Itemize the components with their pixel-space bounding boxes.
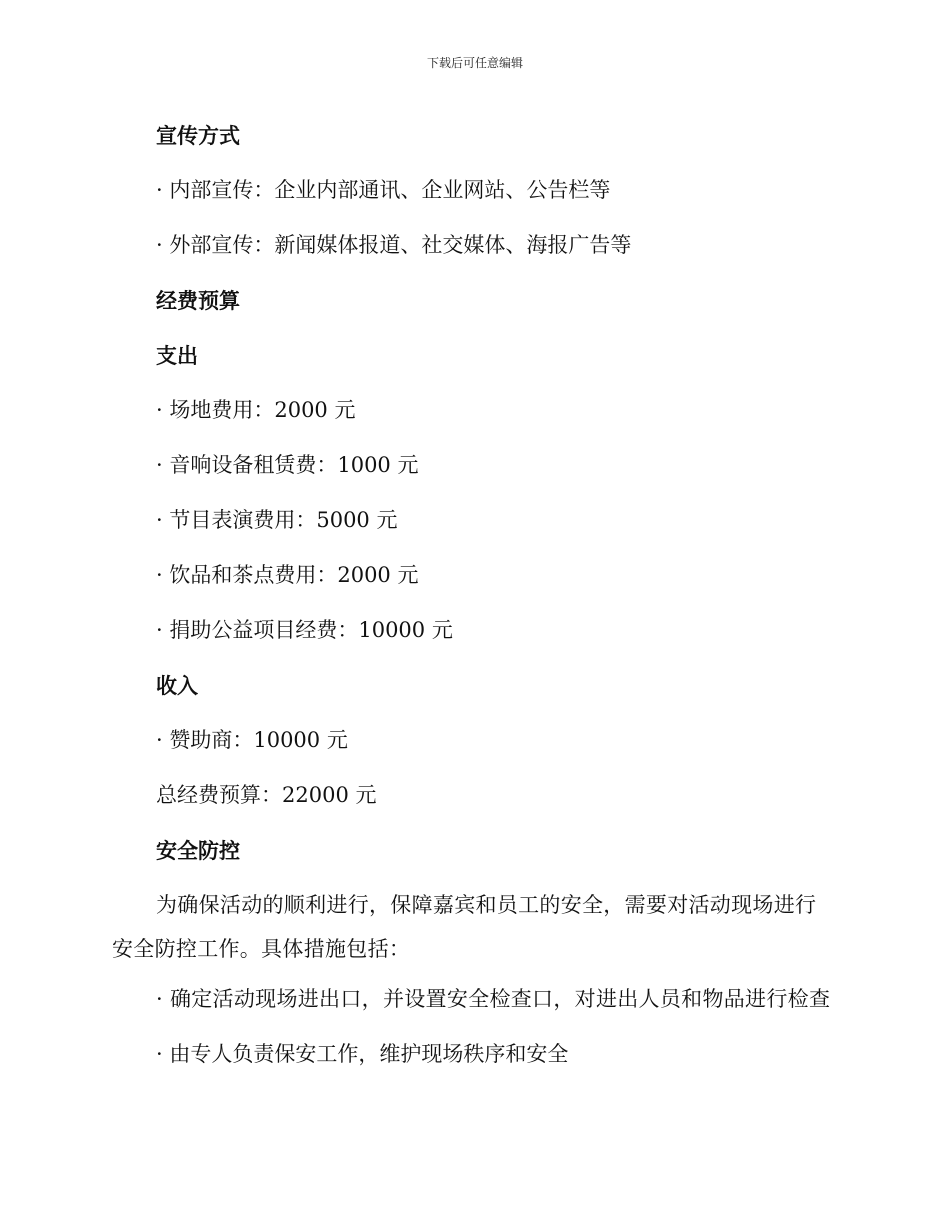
expense-item-charity: · 捐助公益项目经费：10000 元 bbox=[156, 618, 453, 642]
income-heading: 收入 bbox=[156, 673, 198, 698]
budget-heading: 经费预算 bbox=[156, 288, 240, 313]
page-header-note: 下载后可任意编辑 bbox=[426, 56, 523, 70]
publicity-item-external: · 外部宣传：新闻媒体报道、社交媒体、海报广告等 bbox=[156, 233, 632, 257]
expense-item-performance: · 节目表演费用：5000 元 bbox=[156, 508, 398, 532]
expense-item-refreshments: · 饮品和茶点费用：2000 元 bbox=[156, 563, 419, 587]
document-body bbox=[112, 108, 834, 1082]
security-item-checkpoint: · 确定活动现场进出口，并设置安全检查口，对进出人员和物品进行检查 bbox=[156, 987, 831, 1011]
expense-item-venue: · 场地费用：2000 元 bbox=[156, 398, 356, 422]
budget-total: 总经费预算：22000 元 bbox=[156, 783, 377, 807]
security-item-guard: · 由专人负责保安工作，维护现场秩序和安全 bbox=[156, 1042, 569, 1066]
expense-item-audio: · 音响设备租赁费：1000 元 bbox=[156, 453, 419, 477]
income-item-sponsor: · 赞助商：10000 元 bbox=[156, 728, 348, 752]
security-heading: 安全防控 bbox=[156, 838, 240, 863]
security-intro-paragraph: 为确保活动的顺利进行，保障嘉宾和员工的安全，需要对活动现场进行安全防控工作。具体措施包括： bbox=[112, 893, 817, 961]
publicity-heading: 宣传方式 bbox=[156, 123, 240, 148]
expense-heading: 支出 bbox=[156, 343, 198, 368]
publicity-item-internal: · 内部宣传：企业内部通讯、企业网站、公告栏等 bbox=[156, 178, 611, 202]
